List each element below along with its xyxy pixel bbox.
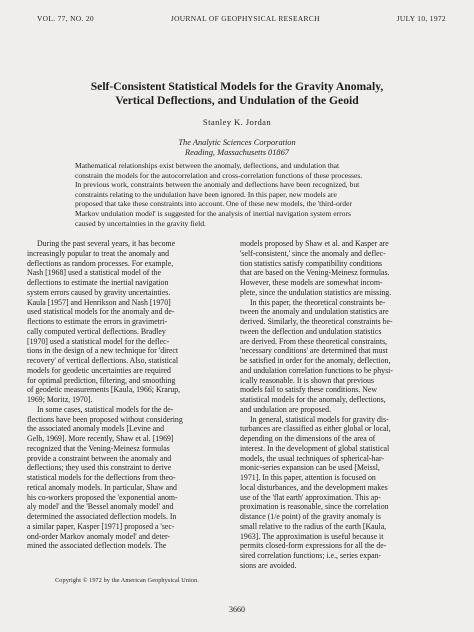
paper-title — [40, 80, 434, 108]
text-line: local disturbances, and the development makes — [240, 482, 388, 492]
text-line: flections have been proposed without considering — [27, 414, 183, 424]
text-line: Kaula [1957] and Henrikson and Nash [1970] — [27, 297, 171, 307]
abstract-line: Markov undulation model' is suggested for the analysis of inertial navigation system errors — [75, 208, 351, 218]
text-line: flections to estimate the errors in gravimetri- — [27, 317, 168, 326]
text-line: 'necessary conditions' are determined that must — [240, 346, 388, 356]
text-line: models, the usual techniques of spherical-har- — [240, 453, 385, 463]
text-line: provide a constraint between the anomaly and — [27, 453, 172, 463]
text-line: In some cases, statistical models for the de- — [37, 404, 174, 414]
text-line: cally computed vertical deflections. Bradley — [27, 326, 166, 336]
text-line: aly model' and the 'Bessel anomaly model' and — [27, 502, 174, 512]
text-line: However, these models are somewhat incom- — [240, 278, 383, 287]
text-line: system errors caused by gravity uncertainties. — [27, 287, 171, 297]
affiliation-line: Reading, Massachusetts 01867 — [185, 148, 289, 157]
text-line: depending on the dimensions of the area of — [240, 434, 376, 443]
text-line: models for geodetic uncertainties are required — [27, 365, 171, 375]
text-line: derived. Similarly, the theoretical constraints be- — [240, 317, 393, 326]
abstract-line: constrain the models for the autocorrelation and cross-correlation functions of these processes. — [75, 170, 363, 180]
text-line: statistical models for the deflections from theo- — [27, 473, 176, 482]
abstract-line: proposed that take these constraints into account. One of these new models, the 'third-order — [75, 199, 352, 209]
text-line: distance (1/e point) of the gravity anomaly is — [240, 512, 381, 521]
text-line: retical anomaly models. In particular, Shaw and — [27, 482, 177, 492]
journal-name: JOURNAL OF GEOPHYSICAL RESEARCH — [170, 14, 320, 23]
text-line: monic-series expansion can be used [Meissl, — [240, 463, 380, 473]
text-line: tion statistics satisfy compatibility conditions — [240, 258, 383, 268]
text-line: models proposed by Shaw et al. and Kasper are — [240, 239, 389, 248]
text-line: Nash [1968] used a statistical model of the — [27, 268, 161, 278]
affiliation-line: The Analytic Sciences Corporation — [178, 138, 296, 147]
text-line: recovery' of vertical deflections. Also, statistical — [27, 356, 179, 365]
issue-date: JULY 10, 1972 — [396, 14, 446, 23]
text-line: Gelb, 1969]. More recently, Shaw et al. [1969] — [27, 434, 174, 443]
volume-number: VOL. 77, NO. 20 — [37, 14, 94, 23]
text-line: 1963]. The approximation is useful because it — [240, 531, 384, 541]
text-line: that are based on the Vening-Meinesz formulas. — [240, 268, 390, 278]
text-line: interest. In the development of global statistical — [240, 443, 390, 453]
text-line: In general, statistical models for gravity dis- — [250, 414, 389, 424]
title-line: Self-Consistent Statistical Models for the Gravity Anomaly, — [90, 80, 384, 93]
text-line: In this paper, the theoretical constraints be- — [250, 297, 386, 307]
page-number: 3660 — [229, 605, 245, 614]
body-column-left — [27, 239, 227, 551]
text-line: and undulation correlation functions to be physi- — [240, 365, 393, 375]
text-line: models fail to satisfy these conditions. New — [240, 385, 378, 395]
abstract — [75, 161, 419, 228]
text-line: be satisfied in order for the anomaly, deflection, — [240, 356, 391, 365]
text-line: permits closed-form expressions for all the de- — [240, 541, 387, 551]
text-line: turbances are classified as either global or local, — [240, 424, 391, 434]
abstract-line: caused by uncertainties in the gravity field. — [75, 218, 206, 228]
text-line: of geodetic measurements [Kaula, 1966; Krarup, — [27, 385, 181, 395]
text-line: tween the deflection and undulation statistics — [240, 326, 382, 336]
text-line: the associated anomaly models [Levine and — [27, 424, 165, 434]
text-line: for optimal prediction, filtering, and smoothing — [27, 375, 176, 385]
text-line: tions in the design of a new technique for 'direct — [27, 346, 179, 356]
text-line: sired correlation functions; i.e., series expan- — [240, 551, 382, 560]
text-line: determined the associated deflection models. In — [27, 512, 177, 521]
abstract-line: constraints relating to the undulation have been ignored. In this paper, new models are — [75, 189, 337, 199]
text-line: plete, since the undulation statistics are missing. — [240, 287, 392, 297]
text-line: deflections as random processes. For example, — [27, 258, 174, 268]
text-line: During the past several years, it has become — [37, 239, 176, 248]
text-line: increasingly popular to treat the anomaly and — [27, 248, 170, 258]
text-line: 1969; Moritz, 1970]. — [27, 395, 93, 404]
text-line: a similar paper, Kasper [1971] proposed a 'sec- — [27, 521, 175, 531]
author-name: Stanley K. Jordan — [202, 117, 272, 127]
text-line: and undulation are proposed. — [240, 404, 332, 414]
text-line: mined the associated deflection models. The — [27, 541, 167, 551]
abstract-line: Mathematical relationships exist between the anomaly, deflections, and undulation that — [75, 161, 340, 170]
copyright-notice: Copyright © 1972 by the American Geophysical Union. — [55, 577, 199, 584]
text-line: use of the 'flat earth' approximation. This ap- — [240, 492, 381, 502]
text-line: tween the anomaly and undulation statistics are — [240, 307, 389, 317]
text-line: recognized that the Vening-Meinesz formulas — [27, 443, 170, 453]
text-line: 1971]. In this paper, attention is focused on — [240, 473, 376, 482]
affiliation — [0, 138, 474, 158]
title-line: Vertical Deflections, and Undulation of the Geoid — [115, 94, 359, 107]
text-line: small relative to the radius of the earth [Kaula, — [240, 521, 387, 531]
text-line: statistical models for the anomaly, deflections, — [240, 395, 386, 404]
text-line: proximation is reasonable, since the correlation — [240, 502, 389, 512]
text-line: 'self-consistent,' since the anomaly and deflec- — [240, 248, 386, 258]
text-line: deflections to estimate the inertial navigation — [27, 278, 169, 287]
text-line: are derived. From these theoretical constraints, — [240, 336, 388, 346]
text-line: ically reasonable. It is shown that previous — [240, 375, 374, 385]
text-line: deflections; they used this constraint to derive — [27, 463, 172, 473]
text-line: sions are avoided. — [240, 560, 297, 570]
text-line: his co-workers proposed the 'exponential anom- — [27, 492, 178, 502]
text-line: used statistical models for the anomaly and de- — [27, 307, 175, 317]
text-line: ond-order Markov anomaly model' and deter- — [27, 531, 171, 541]
body-column-right — [240, 239, 440, 571]
text-line: [1970] used a statistical model for the deflec- — [27, 336, 170, 346]
abstract-line: In previous work, constraints between the anomaly and deflections have been recognized, but — [75, 180, 360, 190]
running-head — [37, 14, 446, 23]
